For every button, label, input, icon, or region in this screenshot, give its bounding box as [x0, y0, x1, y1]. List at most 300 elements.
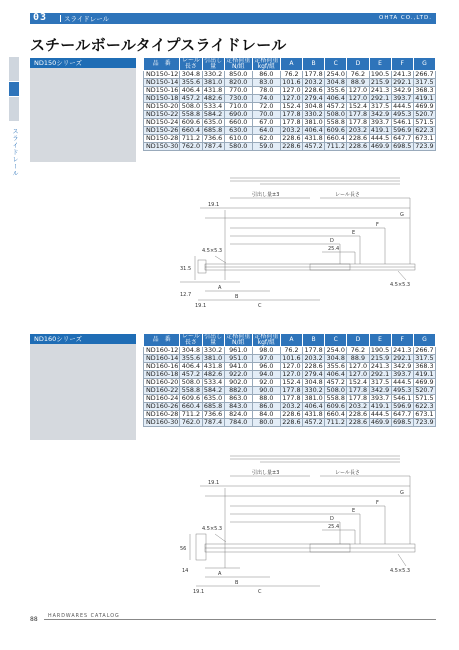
table-cell: 304.8 — [181, 346, 201, 354]
dim-f: F — [376, 222, 379, 228]
table-cell: 508.0 — [181, 378, 201, 386]
table-cell: 203.2 — [304, 354, 323, 362]
table-cell: 711.2 — [181, 134, 201, 142]
table-cell: 922.0 — [224, 371, 252, 379]
table-cell: 177.8 — [348, 394, 368, 402]
series-photo-placeholder-nd160 — [30, 344, 136, 440]
table-cell: 228.6 — [282, 142, 301, 150]
dim-19-1-bottom: 19.1 — [193, 589, 205, 595]
column-header: 品 番 — [144, 58, 180, 71]
dim-height: 56 — [180, 546, 187, 552]
table-cell: 241.3 — [393, 70, 412, 78]
table-cell: 127.0 — [282, 362, 301, 370]
table-cell: 177.8 — [304, 70, 323, 78]
table-cell: 368.3 — [415, 362, 434, 370]
table-cell: 279.4 — [304, 94, 323, 102]
table-cell: 292.1 — [393, 354, 412, 362]
table-row — [144, 143, 436, 151]
table-cell: 635.0 — [203, 118, 223, 126]
column-header: E — [369, 334, 391, 347]
table-cell: 444.5 — [393, 378, 412, 386]
side-tab-active — [9, 82, 19, 96]
table-cell: 660.4 — [181, 402, 201, 410]
table-cell: 596.9 — [393, 402, 412, 410]
catalog-label: HARDWARES CATALOG — [48, 614, 123, 619]
table-cell: 381.0 — [203, 78, 223, 86]
table-cell: 630.0 — [224, 127, 252, 135]
table-cell: 228.6 — [282, 410, 301, 418]
table-cell: 92.0 — [252, 379, 280, 387]
column-header: C — [325, 58, 347, 71]
dim-19-1-bottom: 19.1 — [195, 303, 207, 309]
model-number-cell: ND150-28 — [144, 135, 180, 143]
table-cell: 685.8 — [203, 126, 223, 134]
table-cell: 101.6 — [282, 354, 301, 362]
column-header: D — [347, 58, 369, 71]
table-cell: 609.6 — [181, 118, 201, 126]
side-section-label: スライドレール — [11, 128, 18, 177]
column-header: E — [369, 58, 391, 71]
table-cell: 381.0 — [203, 354, 223, 362]
dim-d: D — [330, 516, 334, 522]
table-cell: 419.1 — [415, 94, 434, 102]
table-cell: 304.8 — [304, 378, 323, 386]
table-cell: 292.1 — [370, 94, 390, 102]
table-cell: 660.0 — [224, 119, 252, 127]
table-cell: 609.6 — [181, 394, 201, 402]
table-cell: 304.8 — [181, 70, 201, 78]
table-cell: 74.0 — [252, 95, 280, 103]
table-cell: 457.2 — [326, 378, 345, 386]
dim-b: B — [235, 294, 239, 300]
table-cell: 843.0 — [224, 403, 252, 411]
table-cell: 279.4 — [304, 370, 323, 378]
table-cell: 215.9 — [370, 354, 390, 362]
table-cell: 685.8 — [203, 402, 223, 410]
model-number-cell: ND150-30 — [144, 143, 180, 151]
table-cell: 951.0 — [224, 355, 252, 363]
table-cell: 419.1 — [370, 126, 390, 134]
table-cell: 84.0 — [252, 411, 280, 419]
model-number-cell: ND160-26 — [144, 403, 180, 411]
table-cell: 787.4 — [203, 418, 223, 426]
table-cell: 177.8 — [348, 386, 368, 394]
table-cell: 393.7 — [393, 370, 412, 378]
table-cell: 355.6 — [326, 362, 345, 370]
table-cell: 292.1 — [393, 78, 412, 86]
table-cell: 342.9 — [370, 110, 390, 118]
table-cell: 304.8 — [326, 78, 345, 86]
table-cell: 241.3 — [393, 346, 412, 354]
table-cell: 558.8 — [326, 394, 345, 402]
table-cell: 710.0 — [224, 103, 252, 111]
dim-f: F — [376, 500, 379, 506]
column-header: B — [303, 58, 325, 71]
dim-e: E — [352, 508, 356, 514]
model-number-cell: ND160-12 — [144, 347, 180, 355]
table-cell: 190.5 — [370, 346, 390, 354]
table-cell: 762.0 — [181, 418, 201, 426]
table-cell: 533.4 — [203, 102, 223, 110]
table-cell: 317.5 — [370, 102, 390, 110]
dim-b: B — [235, 580, 239, 586]
table-cell: 215.9 — [370, 78, 390, 86]
table-cell: 406.4 — [326, 370, 345, 378]
table-cell: 317.5 — [415, 354, 434, 362]
table-cell: 580.0 — [224, 143, 252, 151]
pull-length-label: 引出し量±3 — [252, 192, 280, 198]
table-cell: 863.0 — [224, 395, 252, 403]
table-cell: 228.6 — [348, 134, 368, 142]
table-cell: 508.0 — [326, 110, 345, 118]
table-cell: 342.9 — [393, 86, 412, 94]
table-cell: 622.3 — [415, 126, 434, 134]
table-cell: 419.1 — [415, 370, 434, 378]
dim-d: D — [330, 238, 334, 244]
table-cell: 59.0 — [252, 143, 280, 151]
table-cell: 94.0 — [252, 371, 280, 379]
table-cell: 961.0 — [224, 347, 252, 355]
table-cell: 228.6 — [348, 418, 368, 426]
table-cell: 76.2 — [280, 71, 302, 79]
table-cell: 820.0 — [224, 79, 252, 87]
table-cell: 469.9 — [415, 378, 434, 386]
table-cell: 596.9 — [393, 126, 412, 134]
table-cell: 368.3 — [415, 86, 434, 94]
series-label-nd160: ND160シリーズ — [30, 334, 136, 344]
dimension-drawing-nd160 — [30, 448, 436, 598]
table-cell: 355.6 — [181, 78, 201, 86]
table-cell: 673.1 — [415, 134, 434, 142]
table-cell: 70.0 — [252, 111, 280, 119]
table-cell: 64.0 — [252, 127, 280, 135]
column-header: F — [391, 58, 413, 71]
table-cell: 711.2 — [181, 410, 201, 418]
table-cell: 96.0 — [252, 363, 280, 371]
table-cell: 406.4 — [326, 94, 345, 102]
table-cell: 723.9 — [415, 142, 434, 150]
table-cell: 770.0 — [224, 87, 252, 95]
table-cell: 711.2 — [326, 418, 345, 426]
table-cell: 660.4 — [326, 134, 345, 142]
dim-height: 31.5 — [180, 266, 192, 272]
table-cell: 152.4 — [348, 102, 368, 110]
table-cell: 571.5 — [415, 118, 434, 126]
table-cell: 127.0 — [348, 370, 368, 378]
table-cell: 254.0 — [326, 70, 345, 78]
table-cell: 78.0 — [252, 87, 280, 95]
dim-hole-left: 4.5×5.3 — [202, 248, 223, 254]
table-cell: 177.8 — [282, 110, 301, 118]
table-cell: 228.6 — [282, 134, 301, 142]
table-cell: 86.0 — [252, 71, 280, 79]
model-number-cell: ND150-26 — [144, 127, 180, 135]
table-cell: 419.1 — [370, 402, 390, 410]
dim-14: 14 — [182, 568, 189, 574]
table-cell: 730.0 — [224, 95, 252, 103]
table-cell: 228.6 — [282, 418, 301, 426]
table-cell: 203.2 — [304, 78, 323, 86]
table-cell: 711.2 — [326, 142, 345, 150]
table-cell: 330.2 — [304, 110, 323, 118]
table-cell: 647.7 — [393, 410, 412, 418]
table-cell: 228.6 — [304, 86, 323, 94]
table-cell: 622.3 — [415, 402, 434, 410]
table-cell: 381.0 — [304, 394, 323, 402]
column-header: レール 長さ — [180, 58, 202, 71]
table-cell: 62.0 — [252, 135, 280, 143]
table-cell: 86.0 — [252, 403, 280, 411]
dim-25-4: 25.4 — [328, 246, 340, 252]
model-number-cell: ND150-16 — [144, 87, 180, 95]
table-cell: 882.0 — [224, 387, 252, 395]
table-cell: 203.2 — [348, 126, 368, 134]
page-title: スチールボールタイプスライドレール — [30, 36, 287, 54]
table-cell: 698.5 — [393, 418, 412, 426]
side-tab-2 — [9, 97, 19, 121]
model-number-cell: ND150-22 — [144, 111, 180, 119]
footer-rule — [44, 619, 436, 620]
model-number-cell: ND160-18 — [144, 371, 180, 379]
table-cell: 824.0 — [224, 411, 252, 419]
model-number-cell: ND150-12 — [144, 71, 180, 79]
table-cell: 941.0 — [224, 363, 252, 371]
table-cell: 444.5 — [370, 410, 390, 418]
table-cell: 304.8 — [326, 354, 345, 362]
table-cell: 393.7 — [370, 118, 390, 126]
spec-table-nd160 — [143, 333, 436, 427]
table-cell: 520.7 — [415, 110, 434, 118]
table-cell: 571.5 — [415, 394, 434, 402]
table-cell: 431.8 — [203, 362, 223, 370]
table-cell: 381.0 — [304, 118, 323, 126]
table-cell: 609.6 — [326, 402, 345, 410]
table-cell: 393.7 — [370, 394, 390, 402]
dim-hole-right: 4.5×5.3 — [390, 282, 411, 288]
table-cell: 342.9 — [393, 362, 412, 370]
table-cell: 76.2 — [347, 71, 369, 79]
column-header: 品 番 — [144, 334, 180, 347]
table-cell: 177.8 — [282, 394, 301, 402]
table-cell: 457.2 — [326, 102, 345, 110]
table-cell: 609.6 — [326, 126, 345, 134]
spec-table-nd150 — [143, 57, 436, 151]
model-number-cell: ND160-24 — [144, 395, 180, 403]
table-cell: 635.0 — [203, 394, 223, 402]
table-cell: 457.2 — [181, 370, 201, 378]
column-header: 定格荷重 N/組 — [224, 334, 252, 347]
table-cell: 660.4 — [181, 126, 201, 134]
table-cell: 431.8 — [304, 410, 323, 418]
table-cell: 355.6 — [326, 86, 345, 94]
section-number: 03 — [33, 12, 48, 23]
dim-a: A — [218, 285, 222, 291]
rail-length-label: レール長さ — [335, 192, 360, 198]
table-cell: 67.0 — [252, 119, 280, 127]
table-cell: 406.4 — [181, 86, 201, 94]
table-cell: 457.2 — [304, 142, 323, 150]
model-number-cell: ND160-30 — [144, 419, 180, 427]
table-cell: 457.2 — [181, 94, 201, 102]
model-number-cell: ND160-22 — [144, 387, 180, 395]
table-cell: 444.5 — [370, 134, 390, 142]
table-cell: 533.4 — [203, 378, 223, 386]
table-cell: 88.9 — [347, 79, 369, 87]
table-cell: 152.4 — [348, 378, 368, 386]
column-header: B — [303, 334, 325, 347]
dim-c: C — [258, 589, 262, 595]
table-cell: 610.0 — [224, 135, 252, 143]
table-cell: 431.8 — [304, 134, 323, 142]
table-cell: 469.9 — [370, 418, 390, 426]
table-cell: 698.5 — [393, 142, 412, 150]
table-cell: 127.0 — [282, 370, 301, 378]
table-cell: 787.4 — [203, 142, 223, 150]
column-header: D — [347, 334, 369, 347]
model-number-cell: ND150-24 — [144, 119, 180, 127]
table-cell: 406.4 — [304, 402, 323, 410]
dim-c: C — [258, 303, 262, 309]
dim-19-1: 19.1 — [208, 202, 220, 208]
table-cell: 457.2 — [304, 418, 323, 426]
table-cell: 127.0 — [348, 94, 368, 102]
table-cell: 508.0 — [326, 386, 345, 394]
column-header: A — [280, 58, 302, 71]
model-number-cell: ND150-18 — [144, 95, 180, 103]
table-cell: 292.1 — [370, 370, 390, 378]
header-divider — [60, 15, 61, 22]
table-cell: 660.4 — [326, 410, 345, 418]
table-cell: 736.6 — [203, 134, 223, 142]
section-header-bar — [30, 13, 436, 24]
table-cell: 546.1 — [393, 118, 412, 126]
table-cell: 406.4 — [304, 126, 323, 134]
table-cell: 177.8 — [282, 386, 301, 394]
table-cell: 558.8 — [181, 386, 201, 394]
column-header: F — [391, 334, 413, 347]
table-cell: 902.0 — [224, 379, 252, 387]
table-cell: 72.0 — [252, 103, 280, 111]
table-cell: 127.0 — [282, 94, 301, 102]
table-cell: 228.6 — [304, 362, 323, 370]
table-cell: 152.4 — [282, 102, 301, 110]
table-cell: 203.2 — [282, 402, 301, 410]
table-cell: 266.7 — [415, 70, 434, 78]
table-cell: 101.6 — [282, 78, 301, 86]
table-cell: 406.4 — [181, 362, 201, 370]
table-cell: 330.2 — [304, 386, 323, 394]
column-header: 引出し 量 — [202, 58, 224, 71]
table-cell: 690.0 — [224, 111, 252, 119]
table-cell: 152.4 — [282, 378, 301, 386]
table-cell: 558.8 — [326, 118, 345, 126]
table-cell: 76.2 — [347, 347, 369, 355]
table-cell: 393.7 — [393, 94, 412, 102]
dim-a: A — [218, 571, 222, 577]
table-cell: 723.9 — [415, 418, 434, 426]
table-cell: 584.2 — [203, 110, 223, 118]
column-header: 定格荷重 kgf/組 — [252, 58, 280, 71]
table-cell: 177.8 — [304, 346, 323, 354]
table-cell: 127.0 — [348, 86, 368, 94]
table-cell: 342.9 — [370, 386, 390, 394]
model-number-cell: ND160-28 — [144, 411, 180, 419]
dim-hole-right: 4.5×5.3 — [390, 568, 411, 574]
rail-length-label: レール長さ — [335, 470, 360, 476]
table-cell: 317.5 — [370, 378, 390, 386]
pull-length-label: 引出し量±3 — [252, 470, 280, 476]
table-cell: 444.5 — [393, 102, 412, 110]
table-cell: 317.5 — [415, 78, 434, 86]
table-cell: 784.0 — [224, 419, 252, 427]
table-cell: 495.3 — [393, 386, 412, 394]
table-cell: 97.0 — [252, 355, 280, 363]
table-cell: 546.1 — [393, 394, 412, 402]
column-header: G — [413, 334, 435, 347]
table-cell: 241.3 — [370, 86, 390, 94]
dim-g: G — [400, 490, 404, 496]
table-cell: 558.8 — [181, 110, 201, 118]
table-row — [144, 419, 436, 427]
dim-hole-left: 4.5×5.3 — [202, 526, 223, 532]
table-cell: 228.6 — [348, 142, 368, 150]
table-cell: 330.2 — [203, 346, 223, 354]
table-cell: 76.2 — [280, 347, 302, 355]
table-cell: 482.6 — [203, 94, 223, 102]
table-cell: 88.0 — [252, 395, 280, 403]
table-cell: 203.2 — [282, 126, 301, 134]
table-cell: 266.7 — [415, 346, 434, 354]
table-cell: 241.3 — [370, 362, 390, 370]
column-header: 定格荷重 kgf/組 — [252, 334, 280, 347]
model-number-cell: ND160-20 — [144, 379, 180, 387]
column-header: G — [413, 58, 435, 71]
table-cell: 355.6 — [181, 354, 201, 362]
table-cell: 98.0 — [252, 347, 280, 355]
table-cell: 469.9 — [370, 142, 390, 150]
table-cell: 90.0 — [252, 387, 280, 395]
table-cell: 203.2 — [348, 402, 368, 410]
column-header: レール 長さ — [180, 334, 202, 347]
table-cell: 177.8 — [348, 118, 368, 126]
table-cell: 330.2 — [203, 70, 223, 78]
table-cell: 647.7 — [393, 134, 412, 142]
dim-25-4: 25.4 — [328, 524, 340, 530]
table-cell: 850.0 — [224, 71, 252, 79]
table-cell: 304.8 — [304, 102, 323, 110]
table-cell: 177.8 — [348, 110, 368, 118]
page-number: 88 — [30, 616, 38, 623]
series-photo-placeholder-nd150 — [30, 68, 136, 162]
side-tab-1 — [9, 57, 19, 81]
table-cell: 736.6 — [203, 410, 223, 418]
model-number-cell: ND160-16 — [144, 363, 180, 371]
column-header: A — [280, 334, 302, 347]
table-cell: 495.3 — [393, 110, 412, 118]
table-cell: 127.0 — [282, 86, 301, 94]
table-cell: 190.5 — [370, 70, 390, 78]
table-cell: 482.6 — [203, 370, 223, 378]
company-name: OHTA CO.,LTD. — [378, 15, 432, 21]
dim-12-7: 12.7 — [180, 292, 192, 298]
table-cell: 80.0 — [252, 419, 280, 427]
table-cell: 762.0 — [181, 142, 201, 150]
table-cell: 177.8 — [282, 118, 301, 126]
section-title: スライドレール — [64, 15, 110, 23]
model-number-cell: ND150-20 — [144, 103, 180, 111]
series-label-nd150: ND150シリーズ — [30, 58, 136, 68]
model-number-cell: ND150-14 — [144, 79, 180, 87]
